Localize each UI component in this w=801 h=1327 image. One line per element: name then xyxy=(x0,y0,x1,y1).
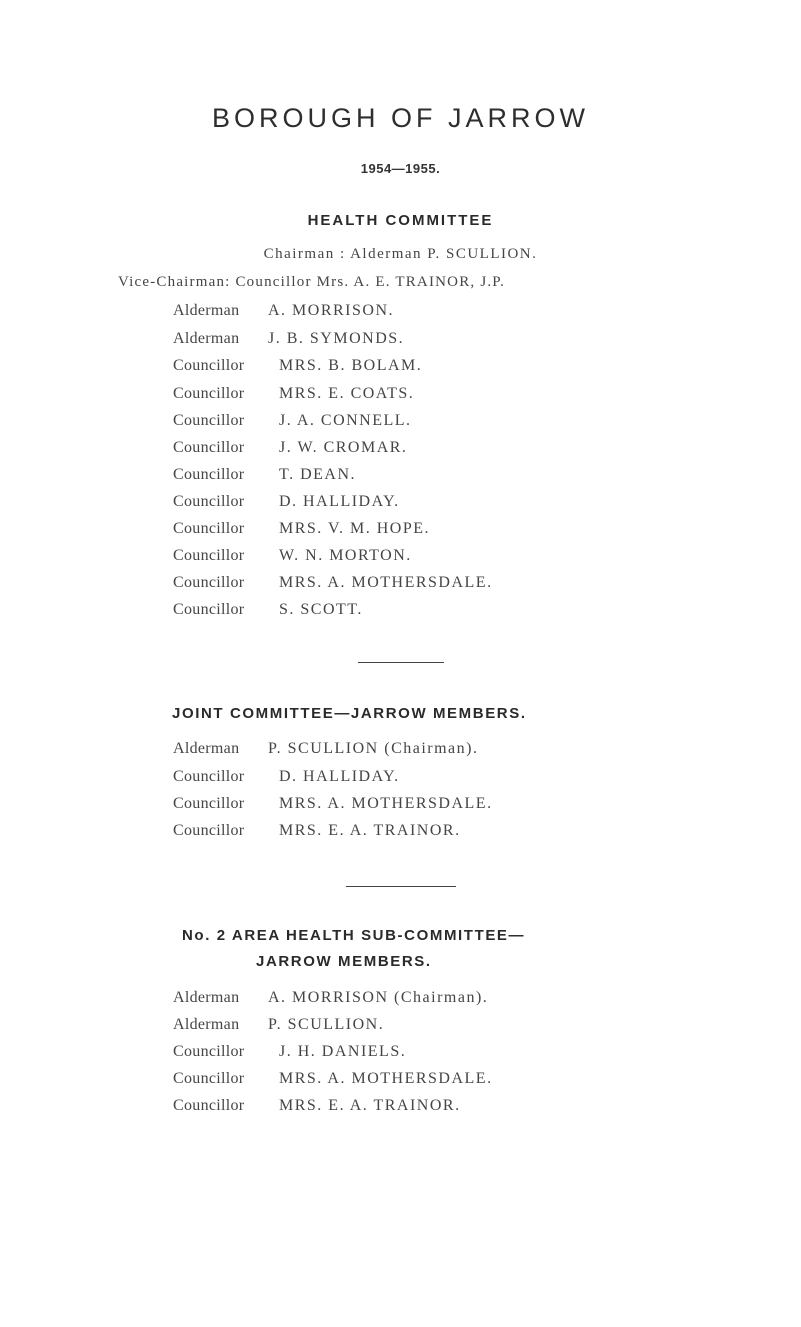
health-committee-heading: HEALTH COMMITTEE xyxy=(307,212,494,229)
member-title: Councillor xyxy=(173,768,245,785)
area-member-row xyxy=(173,989,488,1007)
member-title: Councillor xyxy=(173,439,245,456)
health-member-row xyxy=(173,302,394,320)
health-member-row xyxy=(173,466,356,484)
health-member-row xyxy=(173,601,363,619)
member-name: MRS. V. M. HOPE. xyxy=(279,520,431,537)
joint-member-row xyxy=(173,768,400,786)
health-member-row xyxy=(173,330,404,348)
member-name: MRS. A. MOTHERSDALE. xyxy=(279,574,493,591)
member-name: W. N. MORTON. xyxy=(279,547,412,564)
section-divider xyxy=(346,886,456,887)
area-subcommittee-heading: No. 2 AREA HEALTH SUB-COMMITTEE— xyxy=(182,927,526,944)
member-title: Councillor xyxy=(173,412,245,429)
member-name: P. SCULLION (Chairman). xyxy=(268,740,479,757)
member-name: J. B. SYMONDS. xyxy=(268,330,405,347)
member-title: Councillor xyxy=(173,520,245,537)
health-member-row xyxy=(173,547,412,565)
member-name: S. SCOTT. xyxy=(279,601,363,618)
member-title: Councillor xyxy=(173,574,245,591)
document-years: 1954—1955. xyxy=(360,161,441,176)
area-member-row xyxy=(173,1070,493,1088)
member-name: A. MORRISON (Chairman). xyxy=(268,989,489,1006)
health-member-row xyxy=(173,357,422,375)
member-name: J. A. CONNELL. xyxy=(279,412,412,429)
area-member-row xyxy=(173,1043,406,1061)
health-member-row xyxy=(173,493,400,511)
member-title: Councillor xyxy=(173,385,245,402)
member-name: D. HALLIDAY. xyxy=(279,493,400,510)
member-name: MRS. A. MOTHERSDALE. xyxy=(279,795,493,812)
member-name: MRS. B. BOLAM. xyxy=(279,357,423,374)
member-title: Councillor xyxy=(173,547,245,564)
area-subcommittee-heading-line2: JARROW MEMBERS. xyxy=(256,953,432,970)
member-title: Alderman xyxy=(173,740,240,757)
member-title: Councillor xyxy=(173,601,245,618)
member-name: A. MORRISON. xyxy=(268,302,395,319)
joint-committee-heading: JOINT COMMITTEE—JARROW MEMBERS. xyxy=(172,705,527,722)
health-committee-chairman: Chairman : Alderman P. SCULLION. xyxy=(263,246,538,262)
member-title: Alderman xyxy=(173,330,240,347)
area-member-row xyxy=(173,1016,384,1034)
member-title: Councillor xyxy=(173,1070,245,1087)
health-member-row xyxy=(173,574,493,592)
member-name: T. DEAN. xyxy=(279,466,357,483)
member-title: Councillor xyxy=(173,357,245,374)
member-name: J. H. DANIELS. xyxy=(279,1043,407,1060)
joint-member-row xyxy=(173,795,493,813)
member-name: D. HALLIDAY. xyxy=(279,768,400,785)
member-title: Alderman xyxy=(173,989,240,1006)
member-name: J. W. CROMAR. xyxy=(279,439,408,456)
member-title: Councillor xyxy=(173,1097,245,1114)
joint-member-row xyxy=(173,822,461,840)
section-divider xyxy=(358,662,444,663)
member-title: Alderman xyxy=(173,302,240,319)
member-name: MRS. E. COATS. xyxy=(279,385,415,402)
member-title: Alderman xyxy=(173,1016,240,1033)
health-member-row xyxy=(173,385,414,403)
page-title: BOROUGH OF JARROW xyxy=(212,103,589,133)
member-name: MRS. A. MOTHERSDALE. xyxy=(279,1070,493,1087)
member-title: Councillor xyxy=(173,795,245,812)
member-name: MRS. E. A. TRAINOR. xyxy=(279,822,461,839)
joint-member-row xyxy=(173,740,478,758)
health-member-row xyxy=(173,520,430,538)
member-title: Councillor xyxy=(173,466,245,483)
health-member-row xyxy=(173,412,412,430)
member-name: MRS. E. A. TRAINOR. xyxy=(279,1097,461,1114)
health-committee-vice-chairman: Vice-Chairman: Councillor Mrs. A. E. TRAINOR, J.P. xyxy=(118,274,506,290)
member-title: Councillor xyxy=(173,1043,245,1060)
member-title: Councillor xyxy=(173,822,245,839)
health-member-row xyxy=(173,439,407,457)
area-member-row xyxy=(173,1097,461,1115)
member-title: Councillor xyxy=(173,493,245,510)
member-name: P. SCULLION. xyxy=(268,1016,385,1033)
